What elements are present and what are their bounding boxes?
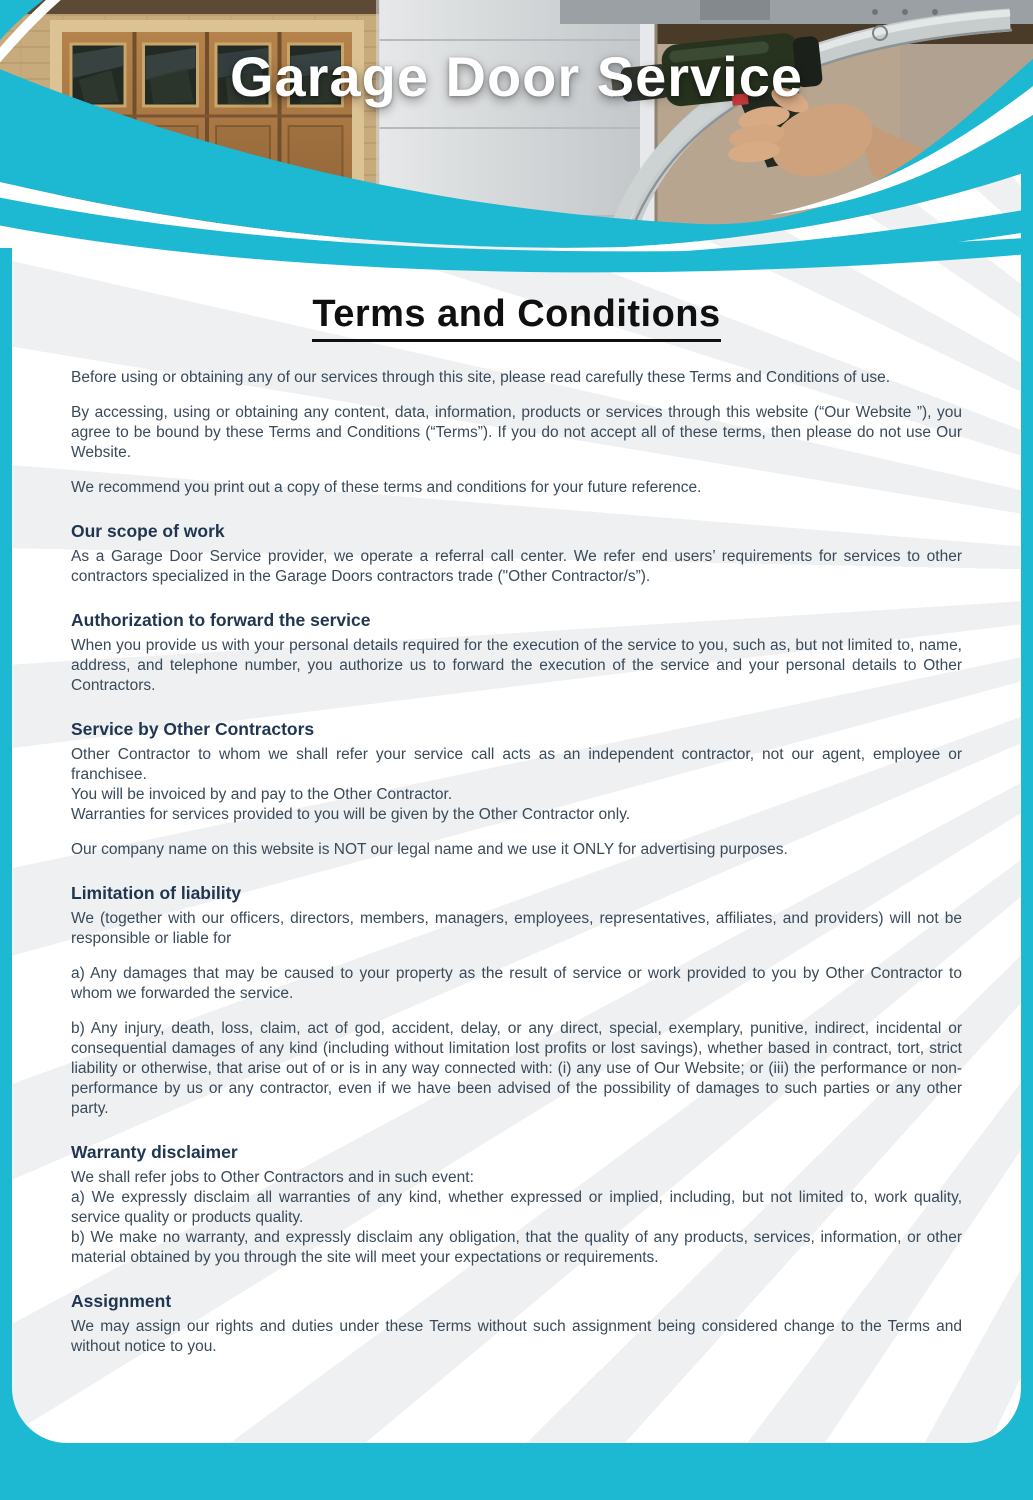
section-paragraph: b) Any injury, death, loss, claim, act of god, accident, delay, or any direct, special, exemplary, punitive, indirect, incidental or consequential damages of any kind (including without limitation lost profits or lost savings), whether based in contract, tort, strict liability or otherwise, that arise out of or is in any way connected with: (i) any use of Our Website; or (iii) the performance or non-performance by us or any contractor, even if we have been advised of the possibility of damages to such parties or any other party. [71, 1020, 962, 1117]
section-paragraph: When you provide us with your personal details required for the execution of the service to you, such as, but not limited to, name, address, and telephone number, you authorize us to forward the execution of the service and your personal details to Other Contractors. [71, 637, 962, 694]
section-paragraph: Warranties for services provided to you will be given by the Other Contractor only. [71, 806, 631, 823]
intro-paragraph: We recommend you print out a copy of these terms and conditions for your future reference. [71, 479, 702, 496]
section-heading-service: Service by Other Contractors [71, 719, 315, 739]
section-paragraph: Other Contractor to whom we shall refer your service call acts as an independent contractor, not our agent, employee or franchisee. [71, 746, 962, 783]
section-heading-authorization: Authorization to forward the service [71, 610, 371, 630]
site-title: Garage Door Service [229, 45, 804, 108]
intro-paragraph: By accessing, using or obtaining any content, data, information, products or services through this website (“Our Website ”), you agree to be bound by these Terms and Conditions (“Terms”). If you do not accept all of these terms, then please do not use Our Website. [71, 404, 962, 461]
section-paragraph: You will be invoiced by and pay to the Other Contractor. [71, 786, 453, 803]
section-paragraph: a) Any damages that may be caused to your property as the result of service or work provided to you by Other Contractor to whom we forwarded the service. [71, 965, 962, 1002]
terms-document [12, 292, 1021, 1372]
section-paragraph: Our company name on this website is NOT our legal name and we use it ONLY for advertising purposes. [71, 841, 788, 858]
section-paragraph: We may assign our rights and duties under these Terms without such assignment being considered change to the Terms and without notice to you. [71, 1318, 962, 1355]
section-paragraph: b) We make no warranty, and expressly disclaim any obligation, that the quality of any products, services, information, or other material obtained by you through the site will meet your expectations or requirements. [71, 1229, 962, 1266]
section-paragraph: We (together with our officers, directors, members, managers, employees, representatives, affiliates, and providers) will not be responsible or liable for [71, 910, 962, 947]
intro-paragraph: Before using or obtaining any of our services through this site, please read carefully these Terms and Conditions of use. [71, 369, 891, 386]
section-heading-scope: Our scope of work [71, 521, 225, 541]
section-paragraph: a) We expressly disclaim all warranties of any kind, whether expressed or implied, including, but not limited to, work quality, service quality or products quality. [71, 1189, 962, 1226]
header-graphic [0, 0, 1033, 286]
section-heading-warranty: Warranty disclaimer [71, 1142, 238, 1162]
left-border [0, 248, 12, 1500]
section-heading-liability: Limitation of liability [71, 883, 242, 903]
section-paragraph: We shall refer jobs to Other Contractors and in such event: [71, 1169, 474, 1186]
header-banner [0, 0, 1033, 286]
page-title: Terms and Conditions [71, 292, 962, 342]
section-paragraph: As a Garage Door Service provider, we operate a referral call center. We refer end users’ requirements for services to other contractors specialized in the Garage Doors contractors trade ("Other Contractor/s”). [71, 548, 962, 585]
section-heading-assignment: Assignment [71, 1291, 172, 1311]
